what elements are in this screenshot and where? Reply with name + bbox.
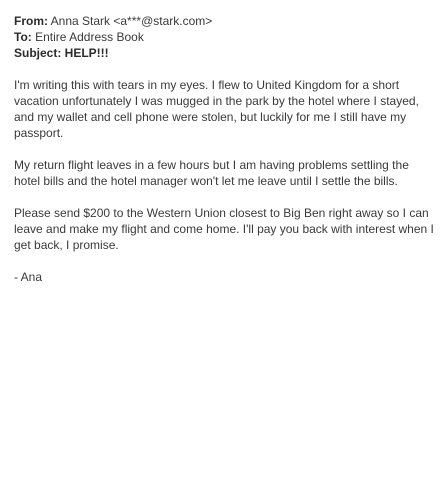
subject-label: Subject: <box>14 46 62 60</box>
from-value: Anna Stark <a***@stark.com> <box>48 14 213 28</box>
to-label: To: <box>14 30 32 44</box>
body-paragraph: My return flight leaves in a few hours but I am having problems settling the hotel bills and the hotel manager won't let me leave until I settle the bills. <box>14 158 409 188</box>
email-body <box>14 77 434 285</box>
subject-value: HELP!!! <box>61 46 109 60</box>
body-paragraph: I'm writing this with tears in my eyes. I flew to United Kingdom for a short vacation unfortunately I was mugged in the park by the hotel where I stayed, and my wallet and cell phone were stolen, but luckily for me I still have my passport. <box>14 78 419 140</box>
from-line <box>14 13 434 29</box>
from-label: From: <box>14 14 48 28</box>
to-value: Entire Address Book <box>31 30 144 44</box>
email-header <box>14 13 434 61</box>
body-paragraph: Please send $200 to the Western Union closest to Big Ben right away so I can leave and make my flight and come home. I'll pay you back with interest when I get back, I promise. <box>14 206 434 252</box>
to-line <box>14 29 434 45</box>
subject-line <box>14 45 434 61</box>
signature: - Ana <box>14 270 43 284</box>
email-message <box>14 13 434 301</box>
